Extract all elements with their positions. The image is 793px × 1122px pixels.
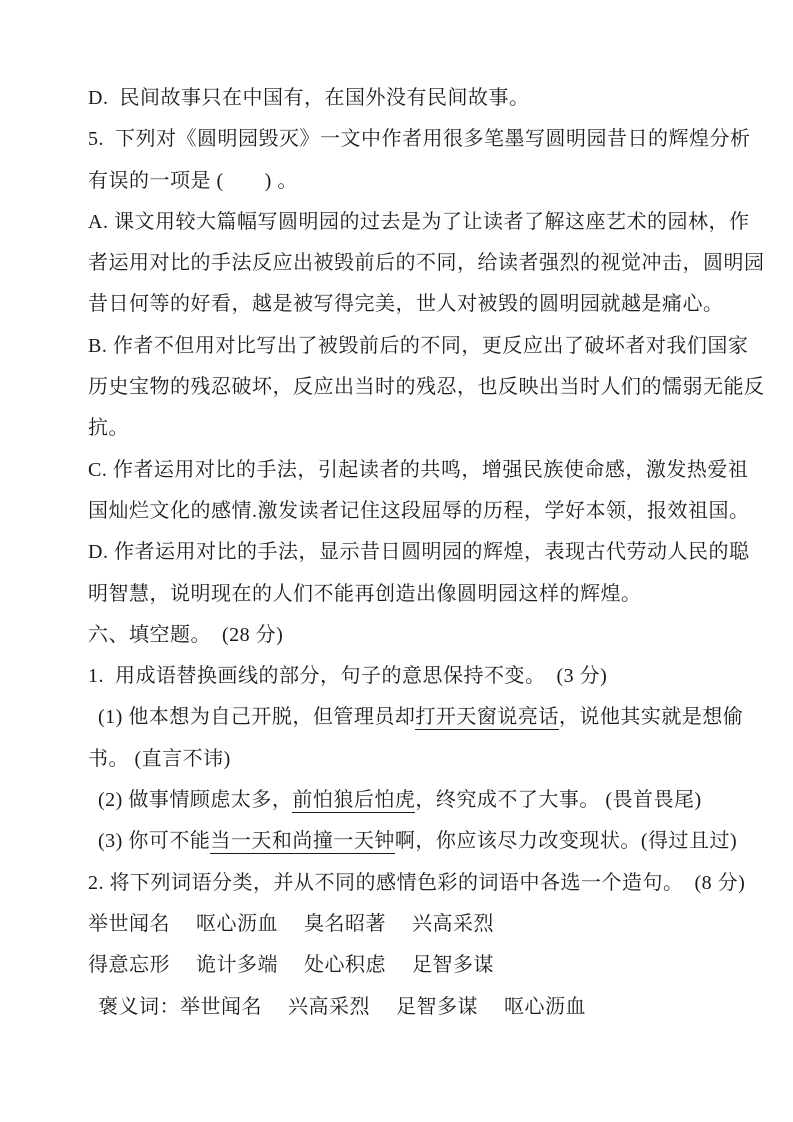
q1-prompt: 1. 用成语替换画线的部分，句子的意思保持不变。 (3 分) [88, 665, 608, 688]
q1-item-1-post-text: ，说他其实就是想偷 [558, 706, 744, 729]
q2-answer-row: 褒义词：举世闻名 兴高采烈 足智多谋 呕心沥血 [98, 995, 586, 1018]
q5-stem-line-1: 5. 下列对《圆明园毁灭》一文中作者用很多笔墨写圆明园昔日的辉煌分析 [88, 128, 751, 151]
q1-item-1-line [88, 697, 755, 738]
q5-option-a-line-1: A. 课文用较大篇幅写圆明园的过去是为了让读者了解这座艺术的园林，作 [88, 210, 750, 233]
q2-prompt: 2. 将下列词语分类，并从不同的感情色彩的词语中各选一个造句。 (8 分) [88, 871, 746, 894]
q1-item-3-underlined-idiom: 当一天和尚撞一天钟 [210, 830, 395, 853]
q1-item-2-pre-text: (2) 做事情顾虑太多， [98, 789, 293, 812]
q5-option-b-line-2: 历史宝物的残忍破坏，反应出当时的残忍，也反映出当时人们的懦弱无能反 [88, 376, 765, 399]
q2-word-row-1: 举世闻名 呕心沥血 臭名昭著 兴高采烈 [88, 912, 494, 935]
q1-item-1-underlined-idiom: 打开天窗说亮话 [415, 706, 559, 729]
q5-option-d-line-1: D. 作者运用对比的手法，显示昔日圆明园的辉煌，表现古代劳动人民的聪 [88, 541, 750, 564]
fill-in-blank-section [88, 615, 755, 1028]
q1-item-2-line [88, 780, 755, 821]
q5-stem-line-2: 有误的一项是 ( ) 。 [88, 169, 298, 192]
q5-option-d-line-2: 明智慧，说明现在的人们不能再创造出像圆明园这样的辉煌。 [88, 582, 642, 605]
q5-option-a-line-3: 昔日何等的好看，越是被写得完美，世人对被毁的圆明园就越是痛心。 [88, 293, 724, 316]
q1-item-2-underlined-idiom: 前怕狼后怕虎 [292, 789, 416, 812]
section-six-heading: 六、填空题。 (28 分) [88, 623, 284, 646]
multiple-choice-section [88, 78, 765, 615]
q1-item-2-post-text: ，终究成不了大事。 (畏首畏尾) [415, 789, 702, 812]
q4-option-d-line: D. 民间故事只在中国有，在国外没有民间故事。 [88, 87, 530, 109]
q2-word-row-2: 得意忘形 诡计多端 处心积虑 足智多谋 [88, 954, 494, 977]
q5-option-b-line-1: B. 作者不但用对比写出了被毁前后的不同，更反应出了破坏者对我们国家 [88, 334, 749, 357]
q1-item-3-line [88, 821, 755, 862]
q1-item-1-pre-text: (1) 他本想为自己开脱，但管理员却 [98, 706, 416, 729]
q5-option-b-line-3: 抗。 [88, 417, 129, 440]
q5-option-c-line-1: C. 作者运用对比的手法，引起读者的共鸣，增强民族使命感，激发热爱祖 [88, 458, 749, 481]
q1-item-3-post-text: 啊，你应该尽力改变现状。(得过且过) [394, 830, 738, 853]
q1-item-3-pre-text: (3) 你可不能 [98, 830, 211, 853]
q5-option-a-line-2: 者运用对比的手法反应出被毁前后的不同，给读者强烈的视觉冲击，圆明园 [88, 252, 765, 275]
q5-option-c-line-2: 国灿烂文化的感情.激发读者记住这段屈辱的历程，学好本领，报效祖国。 [88, 499, 750, 522]
q1-item-1-continuation-line: 书。 (直言不讳) [88, 747, 231, 770]
